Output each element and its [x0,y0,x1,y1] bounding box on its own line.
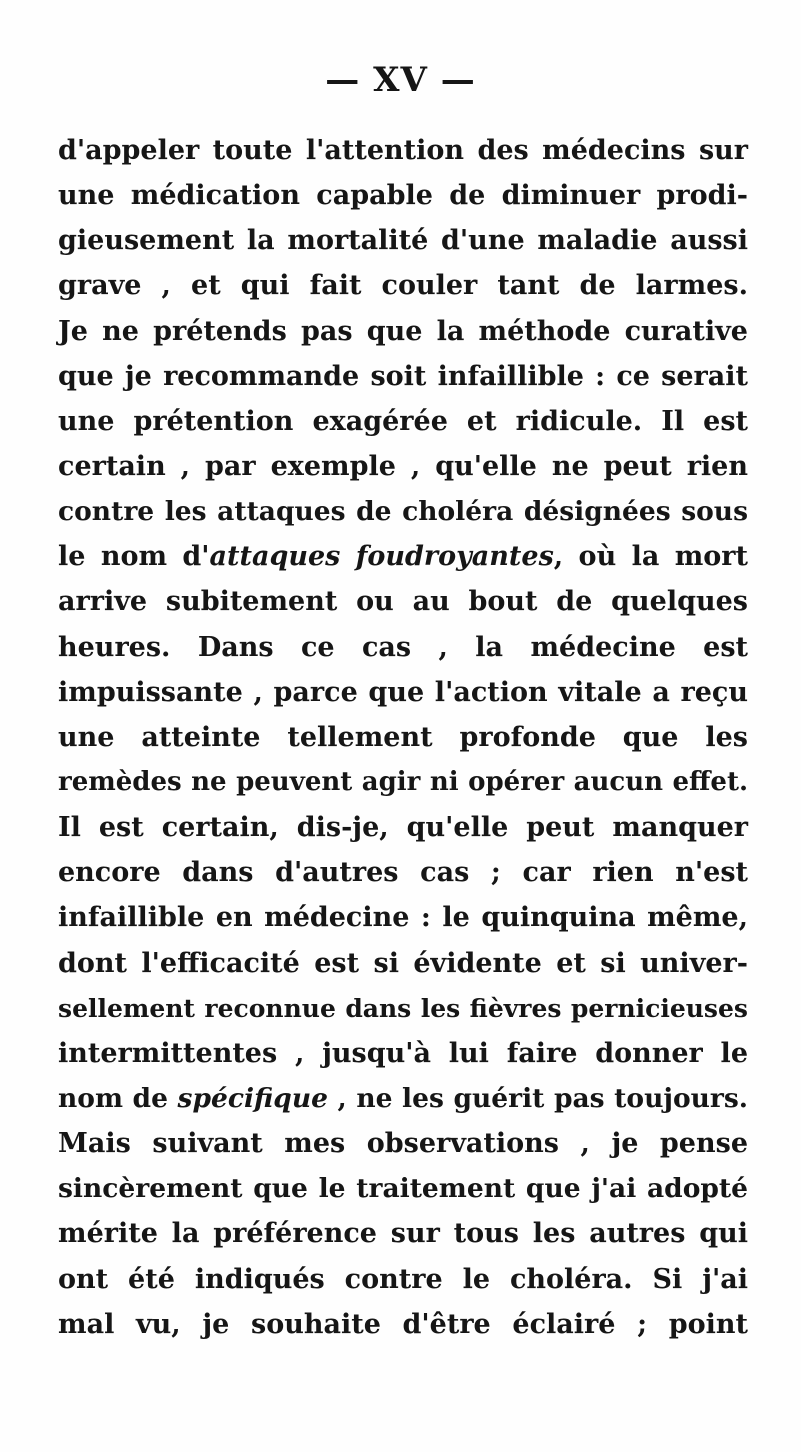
text-line [58,579,748,624]
text-line [58,354,748,399]
text-segment: , où la mort [553,541,748,573]
body-text [58,128,748,1347]
text-line [58,805,748,850]
text-segment: ont été indiqués contre le choléra. Si j'ai [58,1263,748,1295]
text-segment: Je ne prétends pas que la méthode curative [58,315,748,347]
text-line [58,128,748,173]
text-segment: intermittentes , jusqu'à lui faire donner le [58,1037,748,1069]
text-line [58,760,748,805]
text-line [58,218,748,263]
text-segment: , ne les guérit pas toujours. [327,1082,748,1114]
text-segment: encore dans d'autres cas ; car rien n'est [58,857,748,889]
text-line [58,850,748,895]
text-segment: dont l'efficacité est si évidente et si univer- [58,947,748,979]
text-segment: mal vu, je souhaite d'être éclairé ; point [58,1308,748,1340]
text-segment: Il est certain, dis-je, qu'elle peut manquer [58,812,748,844]
text-line [58,625,748,670]
page-number-header: — XV — [325,60,476,100]
text-line [58,173,748,218]
text-line [58,1302,748,1347]
text-line [58,895,748,940]
text-line [58,399,748,444]
text-line [58,309,748,354]
text-line [58,986,748,1031]
text-line [58,1121,748,1166]
text-segment: une médication capable de diminuer prodi- [58,180,748,212]
text-line [58,1257,748,1302]
italic-phrase: spécifique [177,1082,328,1114]
text-segment: impuissante , parce que l'action vitale a reçu [58,676,748,708]
text-segment: d'appeler toute l'attention des médecins sur [58,135,748,166]
text-line [58,1166,748,1211]
text-segment: sincèrement que le traitement que j'ai adopté [58,1173,748,1205]
text-line [58,670,748,715]
text-line [58,1076,748,1121]
text-line [58,534,748,579]
text-segment: contre les attaques de choléra désignées sous [58,496,748,528]
text-segment: que je recommande soit infaillible : ce serait [58,360,748,392]
text-line [58,1031,748,1076]
text-line [58,444,748,489]
text-segment: Mais suivant mes observations , je pense [58,1128,748,1160]
text-line [58,263,748,308]
text-line [58,1211,748,1256]
text-segment: mérite la préférence sur tous les autres qui [58,1218,748,1250]
text-segment: sellement reconnue dans les fièvres pernicieuses [58,993,748,1023]
text-segment: une atteinte tellement profonde que les [58,721,748,753]
text-line [58,941,748,986]
text-segment: le nom d' [58,541,210,573]
text-segment: certain , par exemple , qu'elle ne peut rien [58,450,748,482]
text-segment: remèdes ne peuvent agir ni opérer aucun effet. [58,766,748,797]
text-segment: une prétention exagérée et ridicule. Il est [58,405,748,437]
text-segment: arrive subitement ou au bout de quelques [58,586,748,618]
italic-phrase: attaques foudroyantes [209,541,554,573]
text-segment: grave , et qui fait couler tant de larmes. [58,270,748,302]
text-segment: infaillible en médecine : le quinquina même, [58,902,748,934]
text-segment: nom de [58,1082,178,1114]
text-segment: heures. Dans ce cas , la médecine est [58,631,748,663]
text-line [58,489,748,534]
text-line [58,715,748,760]
text-segment: gieusement la mortalité d'une maladie aussi [58,225,748,257]
